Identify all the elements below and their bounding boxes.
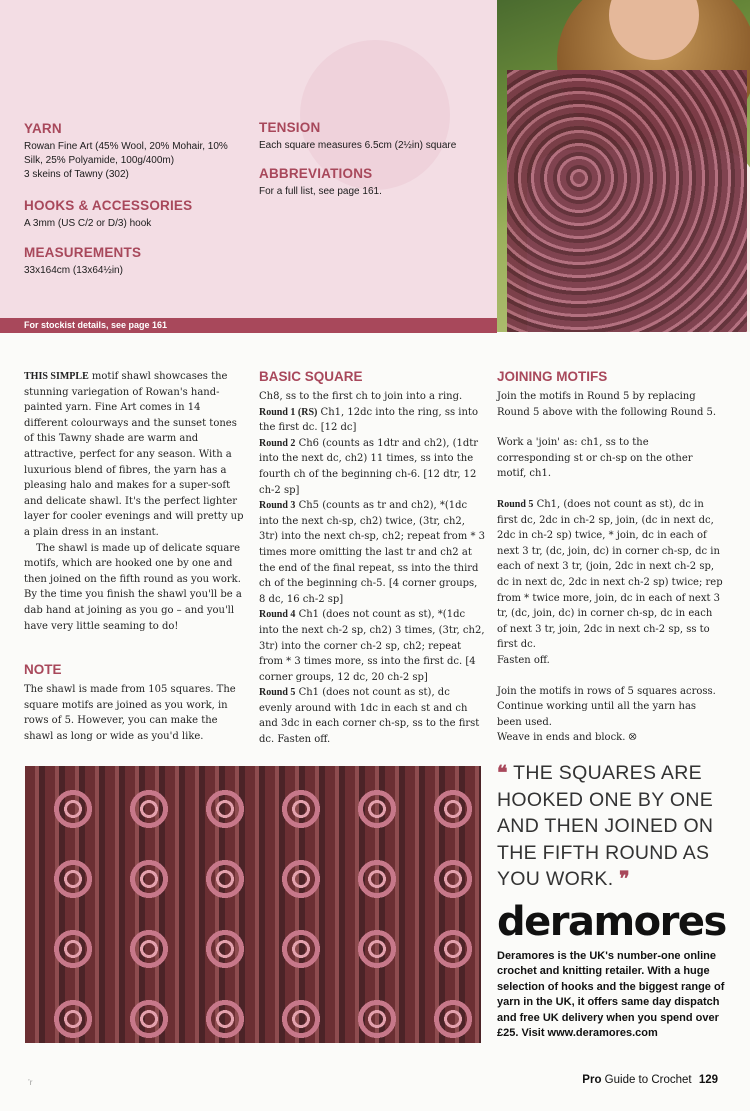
intro-paragraph-2: The shawl is made up of delicate square motifs, which are hooked one by one and then joined on the fifth round as you work. By the time you finish the shawl you'll be a dab hand at joining as you go – and you'll have very little seaming to do! [24, 542, 242, 632]
spec-yarn [24, 121, 254, 182]
deramores-logo: deramores [497, 899, 726, 945]
footer-title: Guide to Crochet [604, 1074, 692, 1086]
intro-paragraph-1: THIS SIMPLE motif shawl showcases the stunning variegation of Rowan's hand-painted yarn. Fine Art comes in 14 different colourways and the sunset tones of this Tawny shade are warm and attractive, perfect for any season. With a luxurious blend of fibres, the yarn has a pleasing halo and makes for a super-soft and delicate shawl. It's the perfect lighter layer for cooler evenings and will pretty up a plain dress in an instant. [24, 371, 244, 538]
basic-square-heading: BASIC SQUARE [259, 369, 363, 384]
note-text: The shawl is made from 105 squares. The square motifs are joined as you work, in rows of 5. However, you can make the shawl as long or wide as you'd like. [24, 684, 236, 742]
spec-text-abbreviations: For a full list, see page 161. [259, 186, 382, 197]
corner-mark: ’r [28, 1078, 33, 1087]
spec-text-yarn: Rowan Fine Art (45% Wool, 20% Mohair, 10% Silk, 25% Polyamide, 100g/400m) 3 skeins of Tawny (302) [24, 141, 228, 180]
spec-heading-yarn: YARN [24, 121, 62, 136]
model-photo [497, 0, 750, 332]
pull-quote [497, 760, 727, 893]
end-mark-icon: ⭙ [628, 732, 637, 744]
round-4: Round 4 Ch1 (does not count as st), *(1dc into the next ch-2 sp, ch2) 3 times, (3tr, ch2, 3tr) into the corner ch-2 sp, ch2; repeat from * 3 times more, ss into the first dc. [4 corner groups, 12 dc, 20 ch-2 sp] [259, 609, 485, 683]
joining-column [497, 369, 723, 746]
spec-tension [259, 120, 494, 153]
spec-heading-abbreviations: ABBREVIATIONS [259, 166, 373, 181]
joining-p4: Weave in ends and block. ⭙ [497, 732, 637, 744]
spec-heading-hooks: HOOKS & ACCESSORIES [24, 198, 193, 213]
deramores-blurb: Deramores is the UK's number-one online crochet and knitting retailer. With a huge selection of hooks and the biggest range of yarn in the UK, it offers same day dispatch and free UK delivery when you spend over £25. Visit www.deramores.com [497, 950, 725, 1040]
round-3: Round 3 Ch5 (counts as tr and ch2), *(1dc into the next ch-sp, ch2) twice, (3tr, ch2, 3tr) into the next ch-sp, ch2; repeat from * 3 times more omitting the last tr and ch2 at the end of the final repeat, ss into the third ch of the beginning ch-5. [4 corner groups, 8 dc, 16 ch-2 sp] [259, 500, 485, 605]
footer-pro: Pro [582, 1074, 602, 1086]
round-5: Round 5 Ch1 (does not count as st), dc evenly around with 1dc in each st and ch and 3dc in each corner ch-sp, ss to the first dc. Fasten off. [259, 687, 480, 746]
spec-text-tension: Each square measures 6.5cm (2½in) square [259, 140, 457, 151]
joining-p2: Work a 'join' as: ch1, ss to the corresponding st or ch-sp on the other motif, ch1. [497, 437, 693, 480]
round-2: Round 2 Ch6 (counts as 1dtr and ch2), (1dtr into the next dc, ch2) 11 times, ss into the fourth ch of the beginning ch-6. [12 dtr, 12 ch-2 sp] [259, 437, 479, 496]
intro-lead: THIS SIMPLE [24, 371, 89, 382]
spec-heading-tension: TENSION [259, 120, 321, 135]
crochet-closeup-photo [25, 766, 481, 1043]
open-quote-icon: ❝ [497, 762, 508, 784]
joining-p3: Join the motifs in rows of 5 squares across. Continue working until all the yarn has been used. [497, 685, 716, 728]
joining-round-5: Round 5 Ch1, (does not count as st), dc in first dc, 2dc in ch-2 sp, join, (dc in next dc, 2dc in ch-2 sp) twice, * join, dc in each of next 3 tr, (dc, join, dc) in corner ch-sp, dc in each of next 3 tr, (join, 2dc in next ch-2 sp, dc in next dc, 2dc in next ch-2 sp) twice; rep from * twice more, join, dc in each of next 3 tr, (dc, join, dc) in corner ch-sp, dc in each of next 3 tr, join, 2dc in next ch-2 sp, ss to first dc. [497, 498, 723, 651]
basic-square-column [259, 369, 485, 748]
page-number: 129 [698, 1074, 718, 1086]
spec-hooks [24, 198, 254, 231]
basic-square-intro: Ch8, ss to the first ch to join into a ring. [259, 391, 463, 402]
spec-text-hooks: A 3mm (US C/2 or D/3) hook [24, 218, 152, 229]
intro-column [24, 369, 246, 744]
spec-measurements [24, 245, 254, 278]
spec-text-measurements: 33x164cm (13x64½in) [24, 265, 123, 276]
close-quote-icon: ❞ [619, 868, 630, 890]
stockist-bar: For stockist details, see page 161 [0, 318, 497, 333]
spec-abbreviations [259, 166, 494, 199]
spec-heading-measurements: MEASUREMENTS [24, 245, 142, 260]
pull-quote-text: THE SQUARES ARE HOOKED ONE BY ONE AND THEN JOINED ON THE FIFTH ROUND AS YOU WORK. [497, 762, 714, 890]
photo-shawl [507, 70, 747, 332]
deramores-ad [497, 897, 727, 1041]
note-heading: NOTE [24, 662, 62, 678]
joining-p1: Join the motifs in Round 5 by replacing Round 5 above with the following Round 5. [497, 391, 717, 418]
joining-fasten: Fasten off. [497, 654, 550, 666]
joining-heading: JOINING MOTIFS [497, 369, 608, 384]
round-1: Round 1 (RS) Ch1, 12dc into the ring, ss into the first dc. [12 dc] [259, 406, 478, 434]
page-footer [582, 1074, 718, 1086]
